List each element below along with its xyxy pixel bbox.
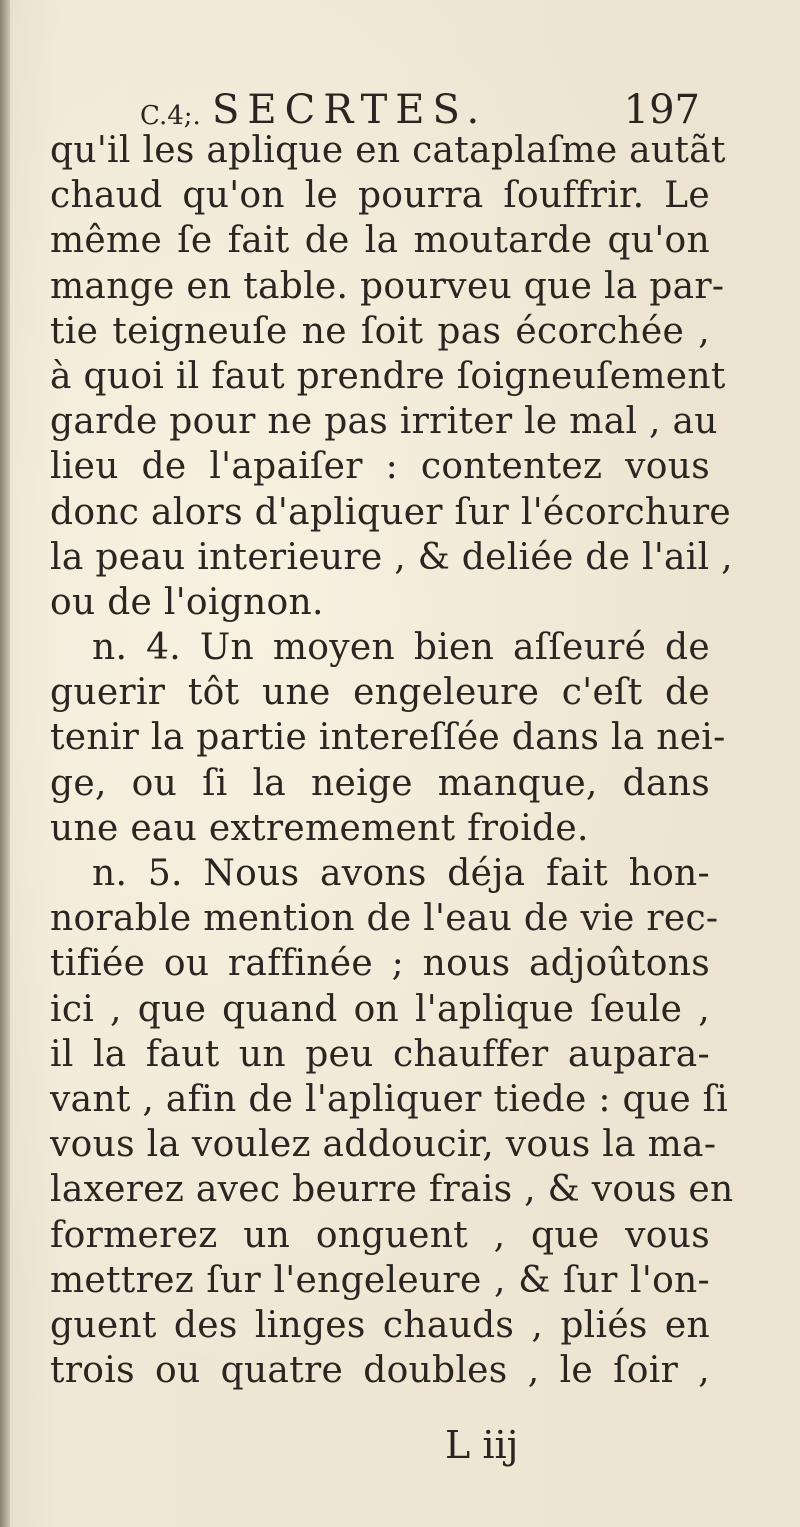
text-line: même ſe fait de la moutarde qu'on: [50, 220, 710, 262]
text-line: tenir la partie intereſſée dans la nei-: [50, 717, 726, 759]
text-line: laxerez avec beurre frais , & vous en: [50, 1169, 734, 1211]
text-line: norable mention de l'eau de vie rec-: [50, 898, 719, 940]
page-number: 197: [623, 87, 700, 133]
signature-catchword: L iij: [445, 1423, 519, 1467]
text-line: ou de l'oignon.: [50, 581, 324, 623]
text-line: n. 4. Un moyen bien aſſeuré de: [92, 627, 710, 669]
text-line: qu'il les aplique en cataplaſme autãt: [50, 130, 726, 171]
text-line: la peau interieure , & deliée de l'ail ,: [50, 536, 733, 578]
running-title: SECRTES.: [212, 87, 488, 133]
text-line: trois ou quatre doubles , le ſoir ,: [50, 1350, 710, 1392]
text-line: il la faut un peu chauffer aupara-: [50, 1033, 710, 1075]
text-line: vous la voulez addoucir, vous la ma-: [50, 1124, 717, 1166]
text-line: garde pour ne pas irriter le mal , au: [50, 401, 718, 443]
text-line: tie teigneuſe ne ſoit pas écorchée ,: [50, 310, 710, 352]
text-line: guent des linges chauds , pliés en: [50, 1304, 710, 1346]
text-line: lieu de l'apaiſer : contentez vous: [50, 446, 710, 488]
text-line: tifiée ou raffinée ; nous adjoûtons: [50, 943, 710, 985]
text-line: mettrez ſur l'engeleure , & ſur l'on-: [50, 1259, 710, 1301]
text-line: mange en table. pourveu que la par-: [50, 265, 725, 307]
signature-mark: C.4;.: [140, 101, 201, 131]
text-line: chaud qu'on le pourra ſouffrir. Le: [50, 175, 710, 217]
text-line: à quoi il faut prendre ſoigneuſement: [50, 355, 726, 397]
page-gutter: [0, 0, 10, 1527]
text-line: formerez un onguent , que vous: [50, 1214, 710, 1256]
text-line: n. 5. Nous avons déja fait hon-: [92, 853, 710, 894]
text-line: ici , que quand on l'aplique ſeule ,: [50, 988, 710, 1030]
body-text: [50, 128, 734, 1393]
text-line: une eau extremement froide.: [50, 807, 589, 849]
text-line: donc alors d'apliquer ſur l'écorchure: [50, 491, 732, 533]
text-line: guerir tôt une engeleure c'eſt de: [50, 672, 710, 714]
text-line: vant , afin de l'apliquer tiede : que ſi: [50, 1078, 729, 1120]
text-line: ge, ou ſi la neige manque, dans: [50, 762, 710, 804]
